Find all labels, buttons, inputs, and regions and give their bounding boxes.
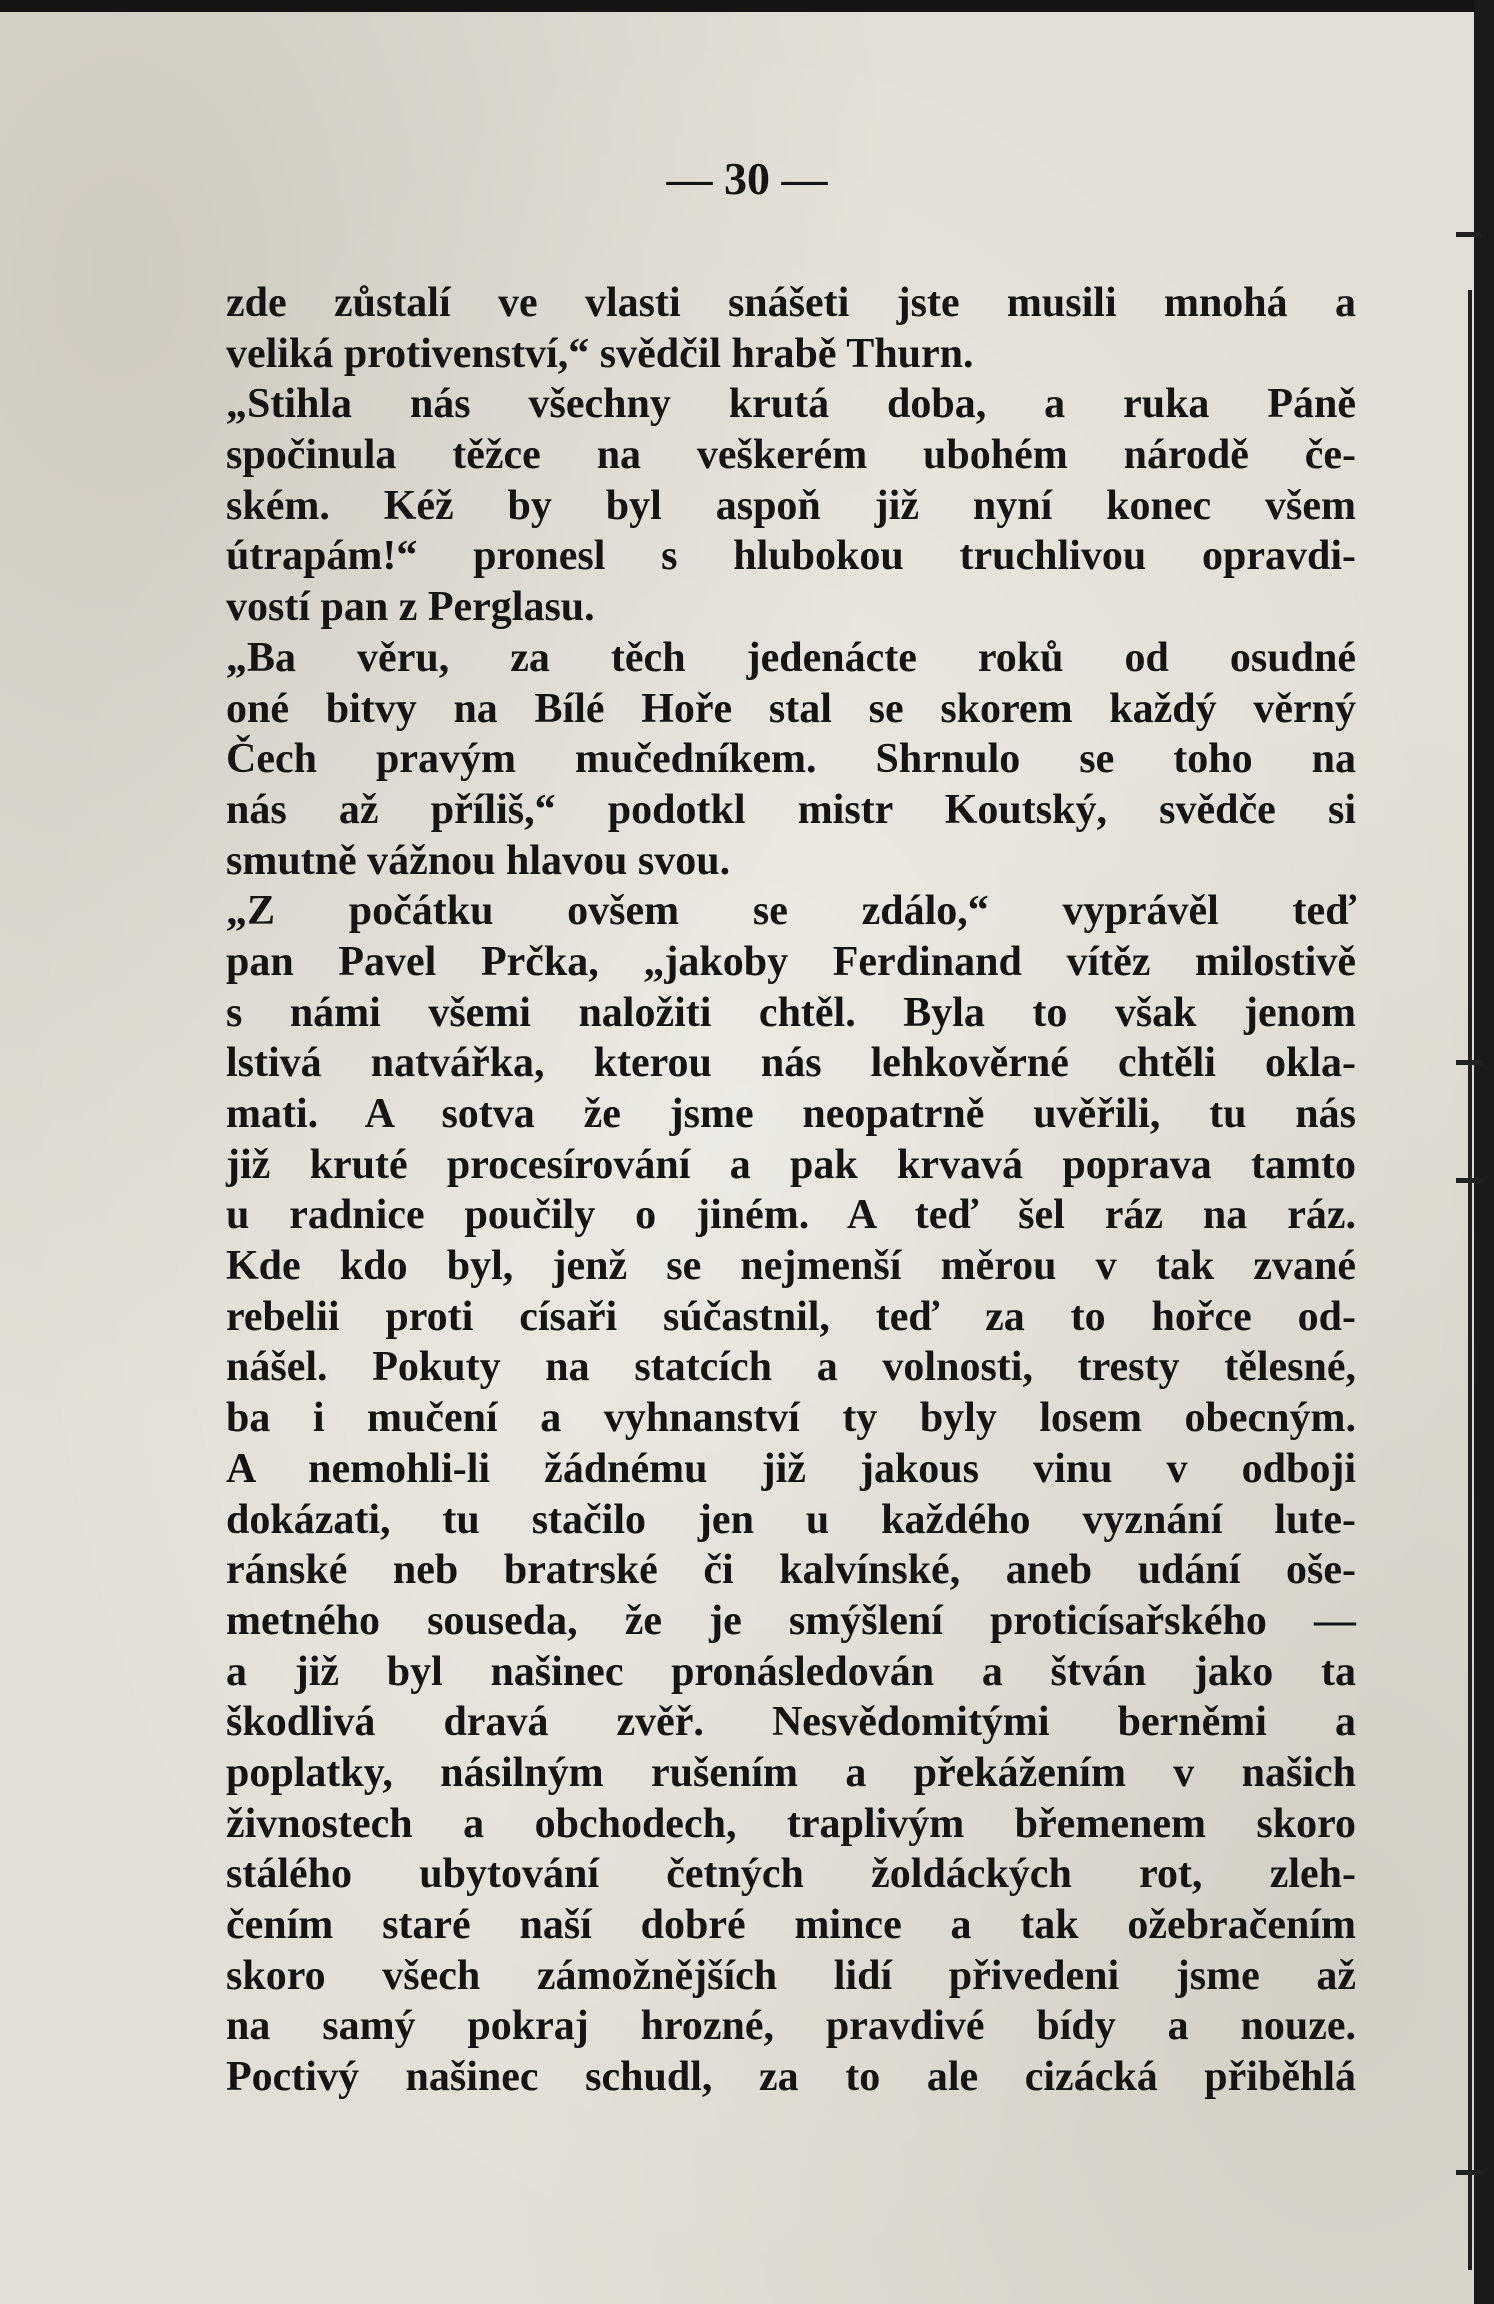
text-line: čením staré naší dobré mince a tak ožebračením xyxy=(226,1902,1356,1948)
text-line: ba i mučení a vyhnanství ty byly losem obecným. xyxy=(226,1395,1356,1442)
binding-tick xyxy=(1456,1178,1482,1183)
text-line: ském. Kéž by byl aspoň již nyní konec všem xyxy=(226,482,1356,529)
text-line: oné bitvy na Bílé Hoře stal se skorem každý věrný xyxy=(226,685,1356,732)
body-text xyxy=(226,278,1356,2103)
text-line: zde zůstalí ve vlasti snášeti jste musili mnohá a xyxy=(226,280,1356,326)
text-line: útrapám!“ pronesl s hlubokou truchlivou opravdi- xyxy=(226,533,1356,580)
text-line: spočinula těžce na veškerém ubohém národě če- xyxy=(226,432,1356,479)
page-number: — 30 — xyxy=(666,153,828,204)
binding-rule xyxy=(1468,290,1472,2270)
text-line: u radnice poučily o jiném. A teď šel ráz na ráz. xyxy=(226,1192,1356,1239)
text-line: Čech pravým mučedníkem. Shrnulo se toho na xyxy=(226,736,1356,783)
text-line: škodlivá dravá zvěř. Nesvědomitými berněmi a xyxy=(226,1699,1356,1746)
text-line: Kde kdo byl, jenž se nejmenší měrou v tak zvané xyxy=(226,1243,1356,1290)
text-line: ránské neb bratrské či kalvínské, aneb udání oše- xyxy=(226,1547,1356,1594)
text-line: skoro všech zámožnějších lidí přivedeni jsme až xyxy=(226,1952,1356,1999)
text-line: živnostech a obchodech, traplivým břemenem skoro xyxy=(226,1800,1356,1847)
text-line: mati. A sotva že jsme neopatrně uvěřili, tu nás xyxy=(226,1091,1356,1137)
text-line: poplatky, násilným rušením a překážením v našich xyxy=(226,1749,1356,1796)
scan-right-edge xyxy=(1474,0,1494,2304)
binding-tick xyxy=(1456,232,1482,237)
text-line: smutně vážnou hlavou svou. xyxy=(226,837,731,884)
text-line: „Stihla nás všechny krutá doba, a ruka Páně xyxy=(226,381,1356,428)
text-line: nášel. Pokuty na statcích a volnosti, tresty tělesné, xyxy=(226,1344,1356,1391)
text-line: lstivá natvářka, kterou nás lehkověrné chtěli okla- xyxy=(226,1040,1356,1087)
text-line: stálého ubytování četných žoldáckých rot, zleh- xyxy=(226,1851,1356,1898)
text-line: Poctivý našinec schudl, za to ale cizácká přiběhlá xyxy=(226,2054,1356,2101)
text-line: na samý pokraj hrozné, pravdivé bídy a nouze. xyxy=(226,2003,1356,2050)
text-line: nás až příliš,“ podotkl mistr Koutský, svědče si xyxy=(226,786,1356,833)
text-line: „Ba věru, za těch jedenácte roků od osudné xyxy=(226,634,1356,681)
text-line: „Z počátku ovšem se zdálo,“ vyprávěl teď xyxy=(226,888,1356,935)
binding-tick xyxy=(1456,2170,1482,2175)
text-line: dokázati, tu stačilo jen u každého vyznání lute- xyxy=(226,1496,1356,1543)
text-line: rebelii proti císaři súčastnil, teď za to hořce od- xyxy=(226,1293,1356,1340)
text-line: a již byl našinec pronásledován a štván jako ta xyxy=(226,1648,1356,1695)
text-line: metného souseda, že je smýšlení proticísařského — xyxy=(226,1597,1356,1644)
text-line: A nemohli-li žádnému již jakous vinu v odboji xyxy=(226,1445,1356,1492)
scan-top-edge xyxy=(0,0,1494,12)
binding-tick xyxy=(1456,1060,1482,1065)
text-line: vostí pan z Perglasu. xyxy=(226,584,595,631)
text-line: již kruté procesírování a pak krvavá poprava tamto xyxy=(226,1141,1356,1188)
text-line: s námi všemi naložiti chtěl. Byla to však jenom xyxy=(226,989,1356,1036)
text-line: pan Pavel Prčka, „jakoby Ferdinand vítěz milostivě xyxy=(226,938,1356,985)
text-line: veliká protivenství,“ svědčil hrabě Thurn. xyxy=(226,330,974,377)
